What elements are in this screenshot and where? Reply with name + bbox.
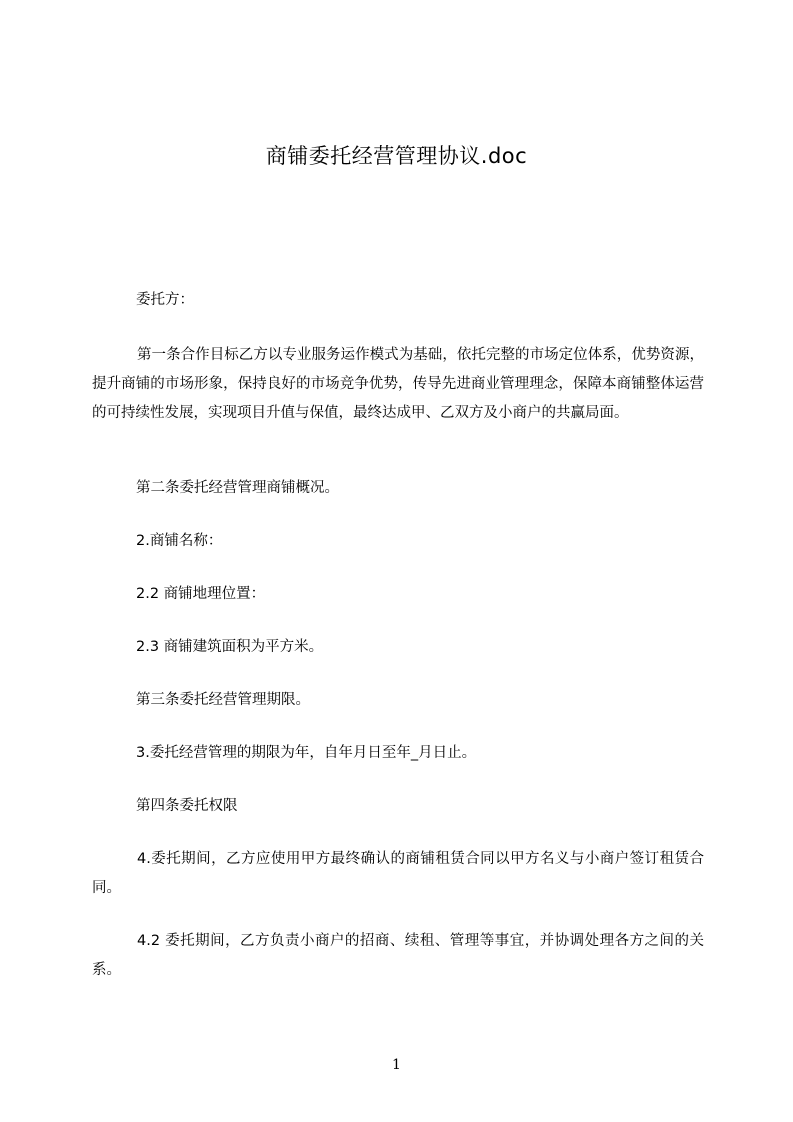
paragraph-article-2: 第二条委托经营管理商铺概况。 bbox=[136, 480, 339, 496]
paragraph-shop-area: 2.3 商铺建筑面积为平方米。 bbox=[136, 639, 324, 655]
paragraph-shop-name: 2.商铺名称： bbox=[136, 533, 223, 549]
document-title: 商铺委托经营管理协议.doc bbox=[265, 144, 528, 168]
paragraph-article-3: 第三条委托经营管理期限。 bbox=[136, 692, 310, 708]
paragraph-authority-1: 4.委托期间，乙方应使用甲方最终确认的商铺租赁合同以甲方名义与小商户签订租赁合同。 bbox=[92, 851, 704, 896]
paragraph-article-1: 第一条合作目标乙方以专业服务运作模式为基础，依托完整的市场定位体系，优势资源，提升商铺的市场形象，保持良好的市场竞争优势，传导先进商业管理理念，保障本商铺整体运营的可持续性发展，实现项目升值与保值，最终达成甲、乙双方及小商户的共赢局面。 bbox=[92, 347, 704, 421]
paragraph-authority-2: 4.2 委托期间，乙方负责小商户的招商、续租、管理等事宜，并协调处理各方之间的关系。 bbox=[92, 933, 704, 978]
paragraph-term: 3.委托经营管理的期限为年，自年月日至年_月日止。 bbox=[136, 745, 477, 761]
page-number: 1 bbox=[392, 1057, 401, 1073]
paragraph-article-4: 第四条委托权限 bbox=[136, 798, 238, 814]
paragraph-shop-location: 2.2 商铺地理位置： bbox=[136, 586, 266, 602]
paragraph-principal: 委托方： bbox=[136, 292, 194, 308]
